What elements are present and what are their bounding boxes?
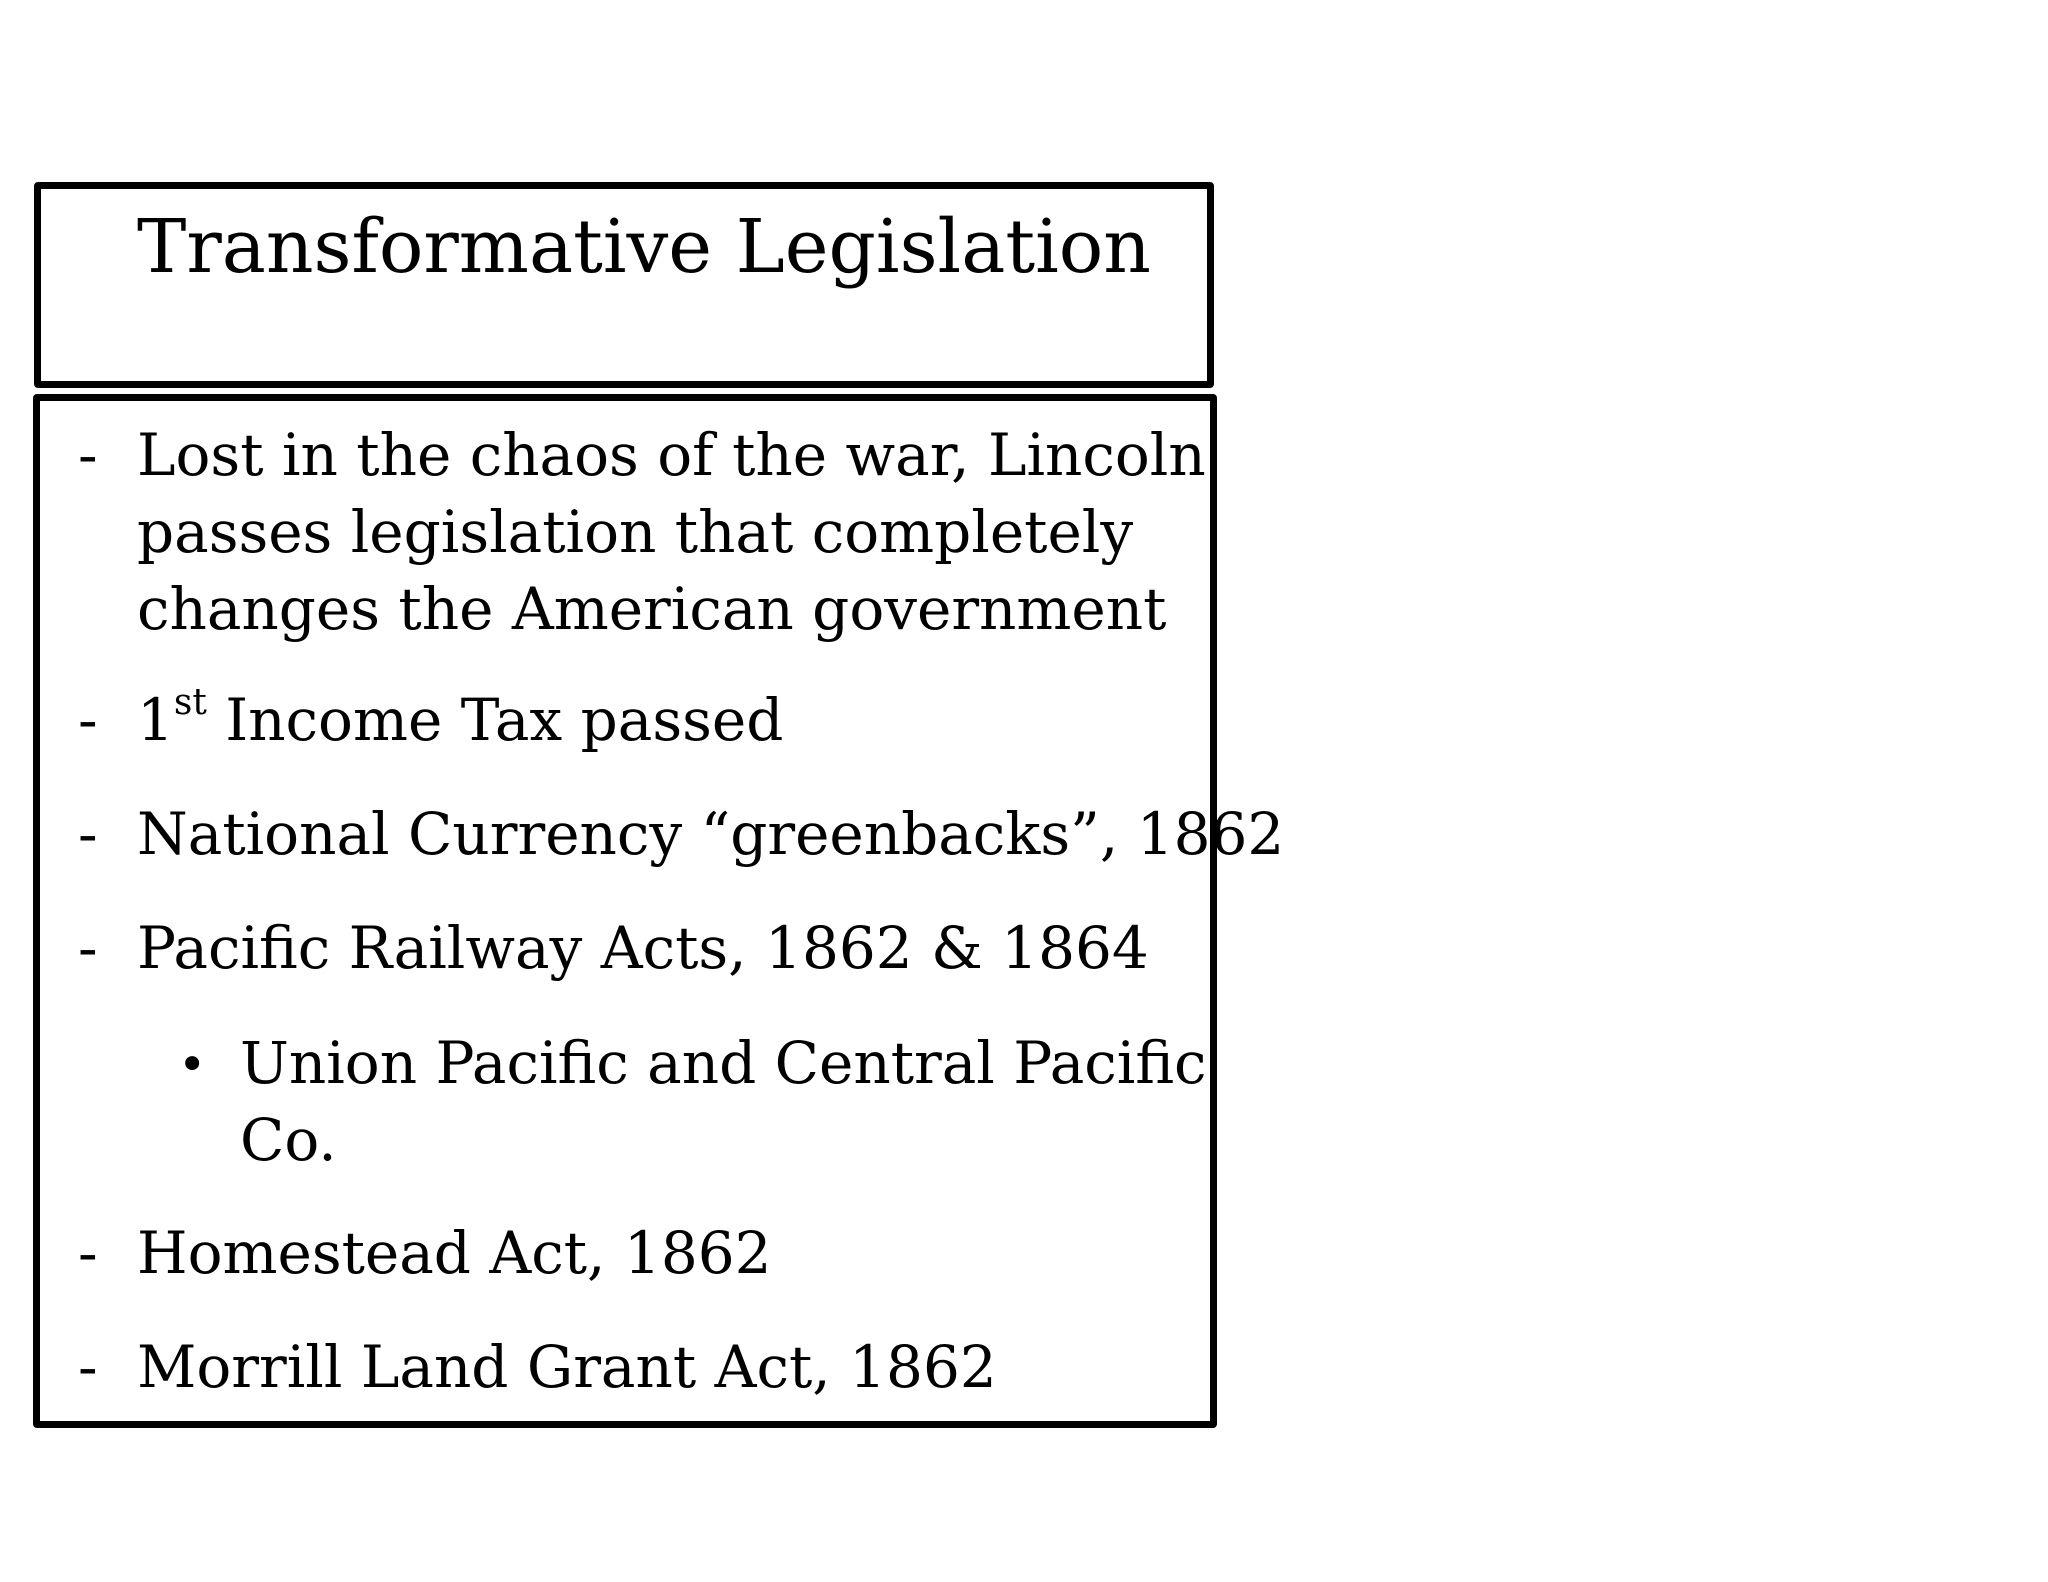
bullet-line: Union Pacific and Central Pacific (240, 1029, 1207, 1097)
bullet-text (240, 1025, 1207, 1179)
slide-title: Transformative Legislation (137, 204, 1151, 290)
bullet-text: Homestead Act, 1862 (137, 1219, 772, 1287)
bullet-text: Pacific Railway Acts, 1862 & 1864 (137, 914, 1149, 982)
bullet-text (137, 417, 1206, 648)
dash-marker: - (78, 686, 98, 754)
dash-marker: - (78, 421, 98, 489)
bullet-text: Morrill Land Grant Act, 1862 (137, 1333, 997, 1401)
ordinal-number: 1 (137, 686, 174, 754)
title-box (34, 182, 1214, 388)
bullet-line: passes legislation that completely (137, 498, 1134, 566)
ordinal-suffix: st (173, 681, 207, 723)
bullet-line: Lost in the chaos of the war, Lincoln (137, 421, 1206, 489)
bullet-line: changes the American government (137, 575, 1167, 643)
bullet-text (137, 682, 783, 759)
dash-marker: - (78, 1333, 98, 1401)
dash-marker: - (78, 1219, 98, 1287)
bullet-dot-marker: • (178, 1037, 207, 1093)
bullet-line: Income Tax passed (206, 686, 784, 754)
content-box (33, 394, 1285, 1428)
dash-marker: - (78, 914, 98, 982)
bullet-line: Co. (240, 1106, 337, 1174)
bullet-text: National Currency “greenbacks”, 1862 (137, 800, 1285, 868)
dash-marker: - (78, 800, 98, 868)
